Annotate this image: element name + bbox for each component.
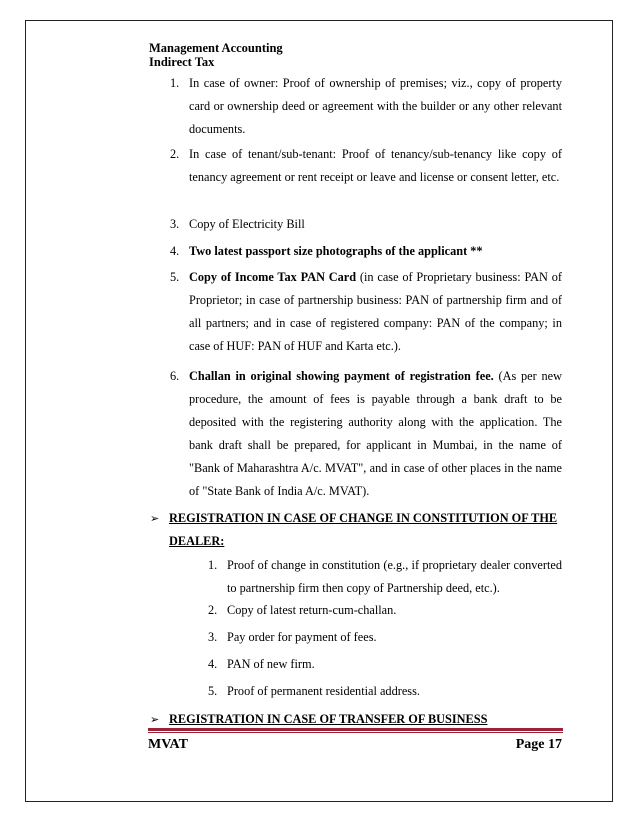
item-number: 3.: [170, 217, 180, 231]
header-title: Management Accounting: [149, 41, 283, 55]
item-text: (in case of Proprietary business: PAN of Proprietor; in case of partnership business: PAN of partnership firm and of all partners; and in case of registered company: PAN of the company; in case of HUF: PAN of HUF and Karta etc.).: [189, 270, 562, 353]
sub-item-text: Proof of change in constitution (e.g., if proprietary dealer converted to partnership firm then copy of Partnership deed, etc.).: [227, 558, 562, 595]
arrow-bullet-icon: ➢: [150, 713, 160, 726]
sub-item-number: 1.: [208, 558, 218, 572]
item-bold-text: Two latest passport size photographs of the applicant **: [189, 244, 483, 258]
sub-item-number: 2.: [208, 603, 218, 617]
footer-rule-thin: [148, 732, 563, 733]
sub-item-text: PAN of new firm.: [227, 657, 315, 671]
item-bold-text: Challan in original showing payment of registration fee.: [189, 369, 494, 383]
section-heading-text: REGISTRATION IN CASE OF CHANGE IN CONSTITUTION OF THE DEALER:: [169, 511, 558, 548]
item-text: Copy of Electricity Bill: [189, 217, 305, 231]
page-number: Page 17: [515, 737, 562, 752]
sub-item-number: 4.: [208, 657, 218, 671]
sub-item-number: 5.: [208, 684, 218, 698]
item-number: 6.: [170, 369, 180, 383]
footer-title: MVAT: [148, 737, 188, 752]
item-number: 5.: [170, 270, 180, 284]
item-number: 4.: [170, 244, 180, 258]
item-bold-text: Copy of Income Tax PAN Card: [189, 270, 357, 284]
header-subtitle: Indirect Tax: [149, 55, 215, 69]
section-heading-text: REGISTRATION IN CASE OF TRANSFER OF BUSINESS: [169, 712, 488, 726]
page-header: [149, 41, 283, 69]
sub-item-text: Proof of permanent residential address.: [227, 684, 420, 698]
item-text: (As per new procedure, the amount of fees is payable through a bank draft to be deposited with the registering authority along with the application. The bank draft shall be prepared, for applicant in Mumbai, in the name of "Bank of Maharashtra A/c. MVAT", and in case of other places in the name of "State Bank of India A/c. MVAT).: [189, 369, 562, 498]
item-number: 2.: [170, 147, 180, 161]
sub-item-number: 3.: [208, 630, 218, 644]
item-text: In case of tenant/sub-tenant: Proof of tenancy/sub-tenancy like copy of tenancy agreement or rent receipt or leave and license or consent letter, etc.: [189, 147, 562, 184]
arrow-bullet-icon: ➢: [150, 512, 160, 525]
item-text: In case of owner: Proof of ownership of premises; viz., copy of property card or ownership deed or agreement with the builder or any other relevant documents.: [189, 76, 562, 136]
sub-item-text: Pay order for payment of fees.: [227, 630, 377, 644]
item-number: 1.: [170, 76, 180, 90]
footer-rule: [148, 728, 563, 731]
sub-item-text: Copy of latest return-cum-challan.: [227, 603, 397, 617]
